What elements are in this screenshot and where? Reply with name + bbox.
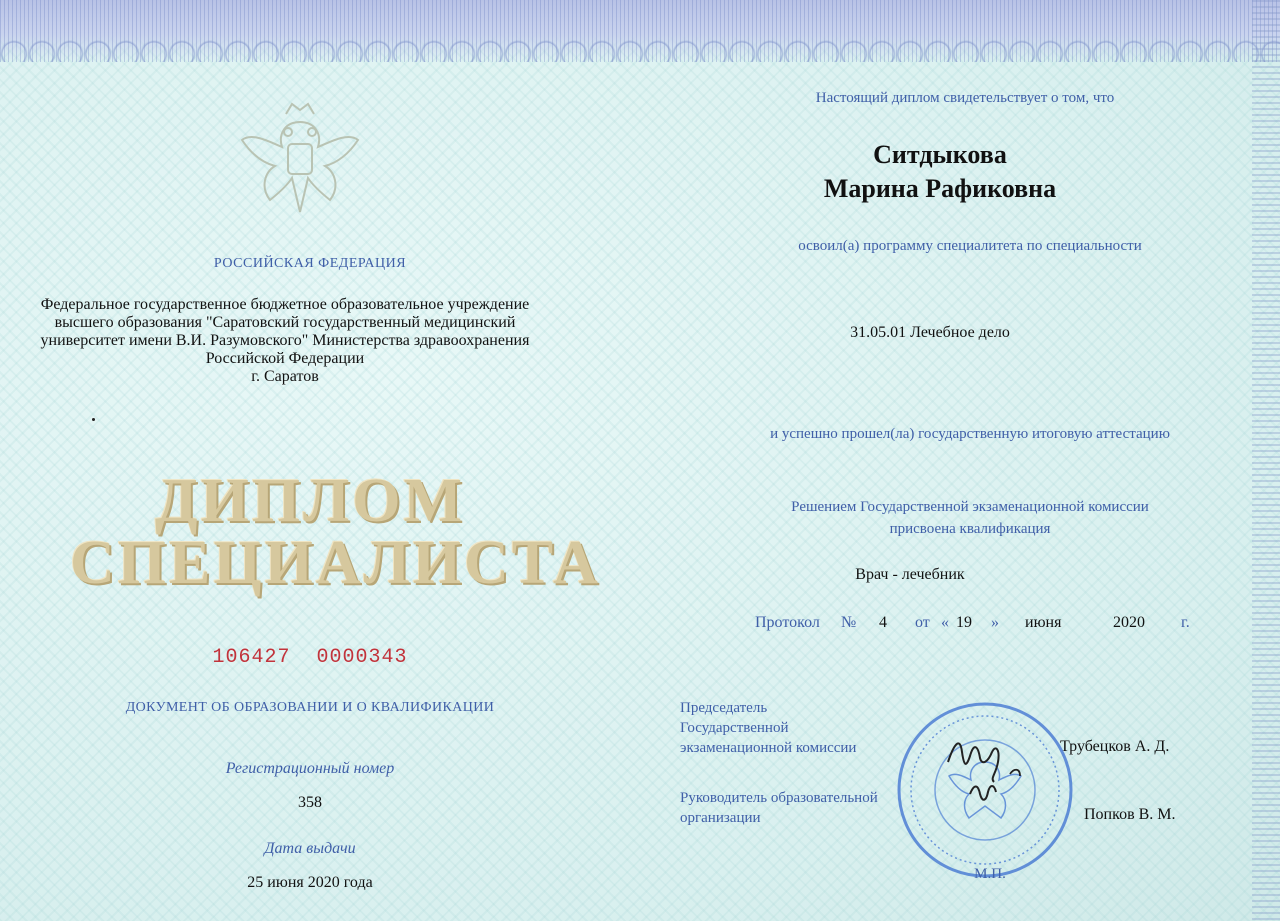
diploma-title-line2: СПЕЦИАЛИСТА [70, 529, 601, 597]
institution-line: Российской Федерации [205, 350, 365, 367]
protocol-line [755, 614, 1215, 636]
decision-line: присвоена квалификация [889, 521, 1051, 537]
attestation-text: и успешно прошел(ла) государственную итоговую аттестацию [770, 426, 1170, 442]
graduate-name [740, 138, 1140, 206]
graduate-surname: Ситдыкова [873, 140, 1007, 169]
specialty: 31.05.01 Лечебное дело [850, 324, 1010, 341]
protocol-from: от [915, 614, 930, 631]
commission-decision [690, 496, 1250, 540]
mastered-program-text: освоил(а) программу специалитета по специальности [798, 238, 1142, 254]
issue-date: 25 июня 2020 года [247, 874, 373, 891]
institution-name [0, 296, 570, 386]
protocol-quote-close: » [991, 614, 999, 631]
commission-chair-title [680, 698, 920, 758]
handwritten-signature-icon [930, 722, 1060, 822]
head-line: организации [680, 810, 761, 826]
coat-of-arms-icon [230, 92, 370, 232]
binding-edge [1252, 0, 1280, 921]
protocol-number-sign: № [841, 614, 857, 631]
chair-line: Председатель [680, 700, 768, 716]
institution-city: г. Саратов [251, 368, 319, 385]
institution-line: высшего образования "Саратовский государственный медицинский [54, 314, 516, 331]
chair-name: Трубецков А. Д. [1060, 738, 1170, 755]
head-line: Руководитель образовательной [680, 790, 878, 806]
graduate-given-names: Марина Рафиковна [823, 174, 1057, 203]
chair-line: Государственной [680, 720, 789, 736]
guilloche-border-top [0, 0, 1280, 62]
protocol-year: 2020 [1113, 614, 1145, 631]
ink-dot [92, 418, 95, 421]
qualification: Врач - лечебник [855, 566, 965, 583]
registration-label: Регистрационный номер [225, 760, 395, 777]
protocol-year-suffix: г. [1181, 614, 1190, 631]
protocol-label: Протокол [755, 614, 820, 631]
seal-mark-label: М.П. [974, 866, 1006, 882]
federation-label: РОССИЙСКАЯ ФЕДЕРАЦИЯ [213, 256, 407, 271]
institution-line: университет имени В.И. Разумовского" Министерства здравоохранения [40, 332, 530, 349]
issue-date-label: Дата выдачи [264, 840, 356, 857]
protocol-number: 4 [879, 614, 887, 631]
registration-number: 358 [298, 794, 322, 811]
institution-line: Федеральное государственное бюджетное образовательное учреждение [40, 296, 530, 313]
protocol-day: 19 [956, 614, 972, 631]
decision-line: Решением Государственной экзаменационной комиссии [791, 499, 1149, 515]
document-type: ДОКУМЕНТ ОБ ОБРАЗОВАНИИ И О КВАЛИФИКАЦИИ [125, 700, 495, 715]
protocol-quote-open: « [941, 614, 949, 631]
diploma-title [70, 467, 601, 597]
certifies-text: Настоящий диплом свидетельствует о том, что [815, 90, 1115, 106]
serial-number: 106427 0000343 [212, 646, 408, 669]
protocol-month: июня [1025, 614, 1062, 631]
head-name: Попков В. М. [1084, 806, 1176, 823]
chair-line: экзаменационной комиссии [680, 740, 857, 756]
diploma-title-line1: ДИПЛОМ [154, 467, 466, 535]
